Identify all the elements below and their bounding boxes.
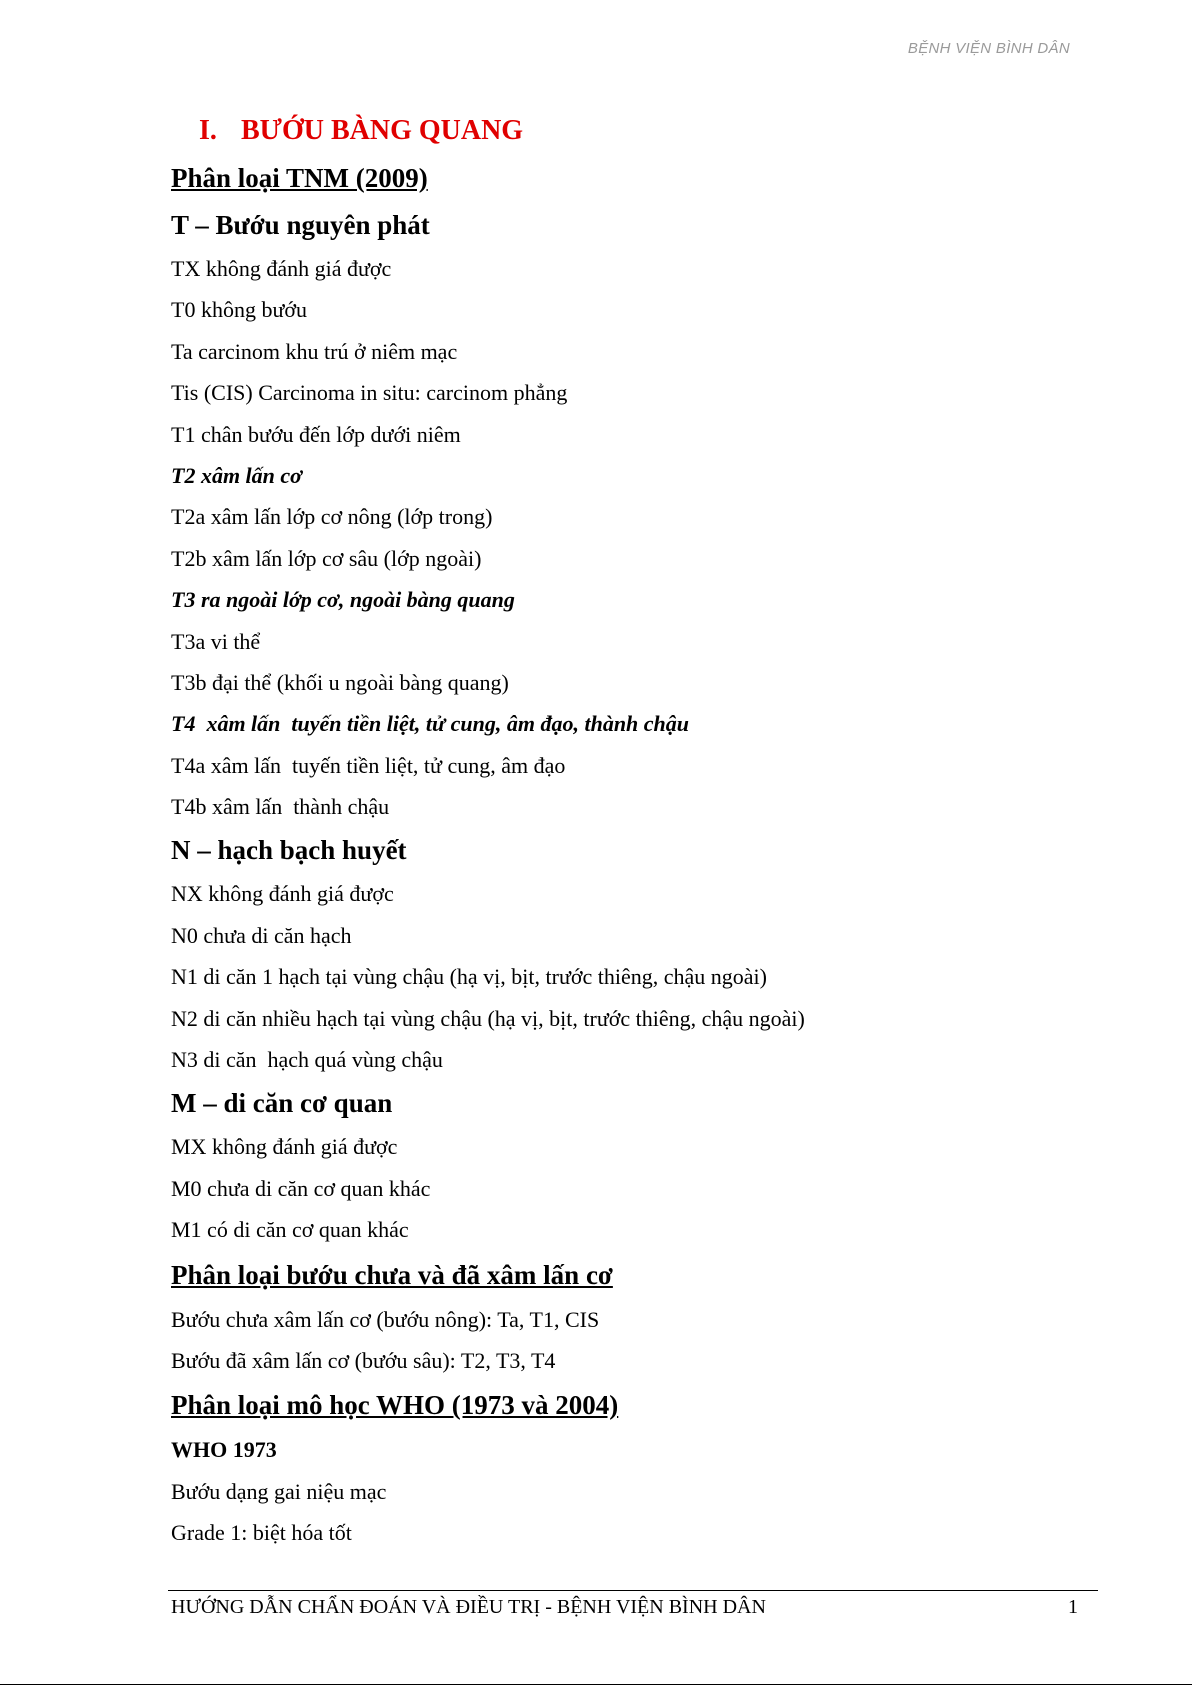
subsection-heading: T – Bướu nguyên phát [171,210,430,240]
document-body [171,108,1071,1554]
text-line: Tis (CIS) Carcinoma in situ: carcinom phẳng [171,380,568,406]
chapter-title-text: BƯỚU BÀNG QUANG [241,115,524,146]
chapter-title [199,108,1071,154]
text-line: M0 chưa di căn cơ quan khác [171,1175,431,1201]
text-line: T0 không bướu [171,297,307,323]
text-line: N2 di căn nhiều hạch tại vùng chậu (hạ vị, bịt, trước thiêng, chậu ngoài) [171,1005,805,1031]
bold-label: WHO 1973 [171,1437,277,1463]
page-number: 1 [1068,1596,1078,1618]
chapter-number: I. [199,115,217,146]
text-line: Ta carcinom khu trú ở niêm mạc [171,338,458,364]
text-line: Grade 1: biệt hóa tốt [171,1520,352,1546]
text-line: NX không đánh giá được [171,881,394,907]
text-line: T4a xâm lấn tuyến tiền liệt, tử cung, âm đạo [171,752,566,778]
text-line: T2b xâm lấn lớp cơ sâu (lớp ngoài) [171,545,482,571]
text-line: Bướu đã xâm lấn cơ (bướu sâu): T2, T3, T4 [171,1347,556,1373]
text-line: T3a vi thể [171,628,261,654]
section-heading: Phân loại bướu chưa và đã xâm lấn cơ [171,1259,613,1290]
running-header: BỆNH VIỆN BÌNH DÂN [907,40,1070,57]
section-heading: Phân loại TNM (2009) [171,163,428,193]
footer-text: HƯỚNG DẪN CHẨN ĐOÁN VÀ ĐIỀU TRỊ - BỆNH VIỆN BÌNH DÂN [171,1596,766,1618]
subsection-heading: N – hạch bạch huyết [171,835,407,866]
category-line: T2 xâm lấn cơ [171,462,302,488]
footer-rule [168,1590,1098,1591]
text-line: N0 chưa di căn hạch [171,922,352,948]
category-line: T4 xâm lấn tuyến tiền liệt, tử cung, âm đạo, thành chậu [171,711,690,737]
text-line: Bướu chưa xâm lấn cơ (bướu nông): Ta, T1, CIS [171,1306,600,1332]
text-line: T4b xâm lấn thành chậu [171,794,390,820]
text-line: T3b đại thể (khối u ngoài bàng quang) [171,669,509,695]
text-line: MX không đánh giá được [171,1134,398,1160]
text-line: TX không đánh giá được [171,256,392,281]
text-line: M1 có di căn cơ quan khác [171,1217,409,1243]
text-line: Bướu dạng gai niệu mạc [171,1478,387,1504]
section-heading: Phân loại mô học WHO (1973 và 2004) [171,1390,619,1421]
category-line: T3 ra ngoài lớp cơ, ngoài bàng quang [171,587,515,613]
text-line: T2a xâm lấn lớp cơ nông (lớp trong) [171,504,493,530]
text-line: N3 di căn hạch quá vùng chậu [171,1047,443,1073]
subsection-heading: M – di căn cơ quan [171,1088,393,1119]
text-line: N1 di căn 1 hạch tại vùng chậu (hạ vị, bịt, trước thiêng, chậu ngoài) [171,964,767,990]
text-line: T1 chân bướu đến lớp dưới niêm [171,421,461,447]
